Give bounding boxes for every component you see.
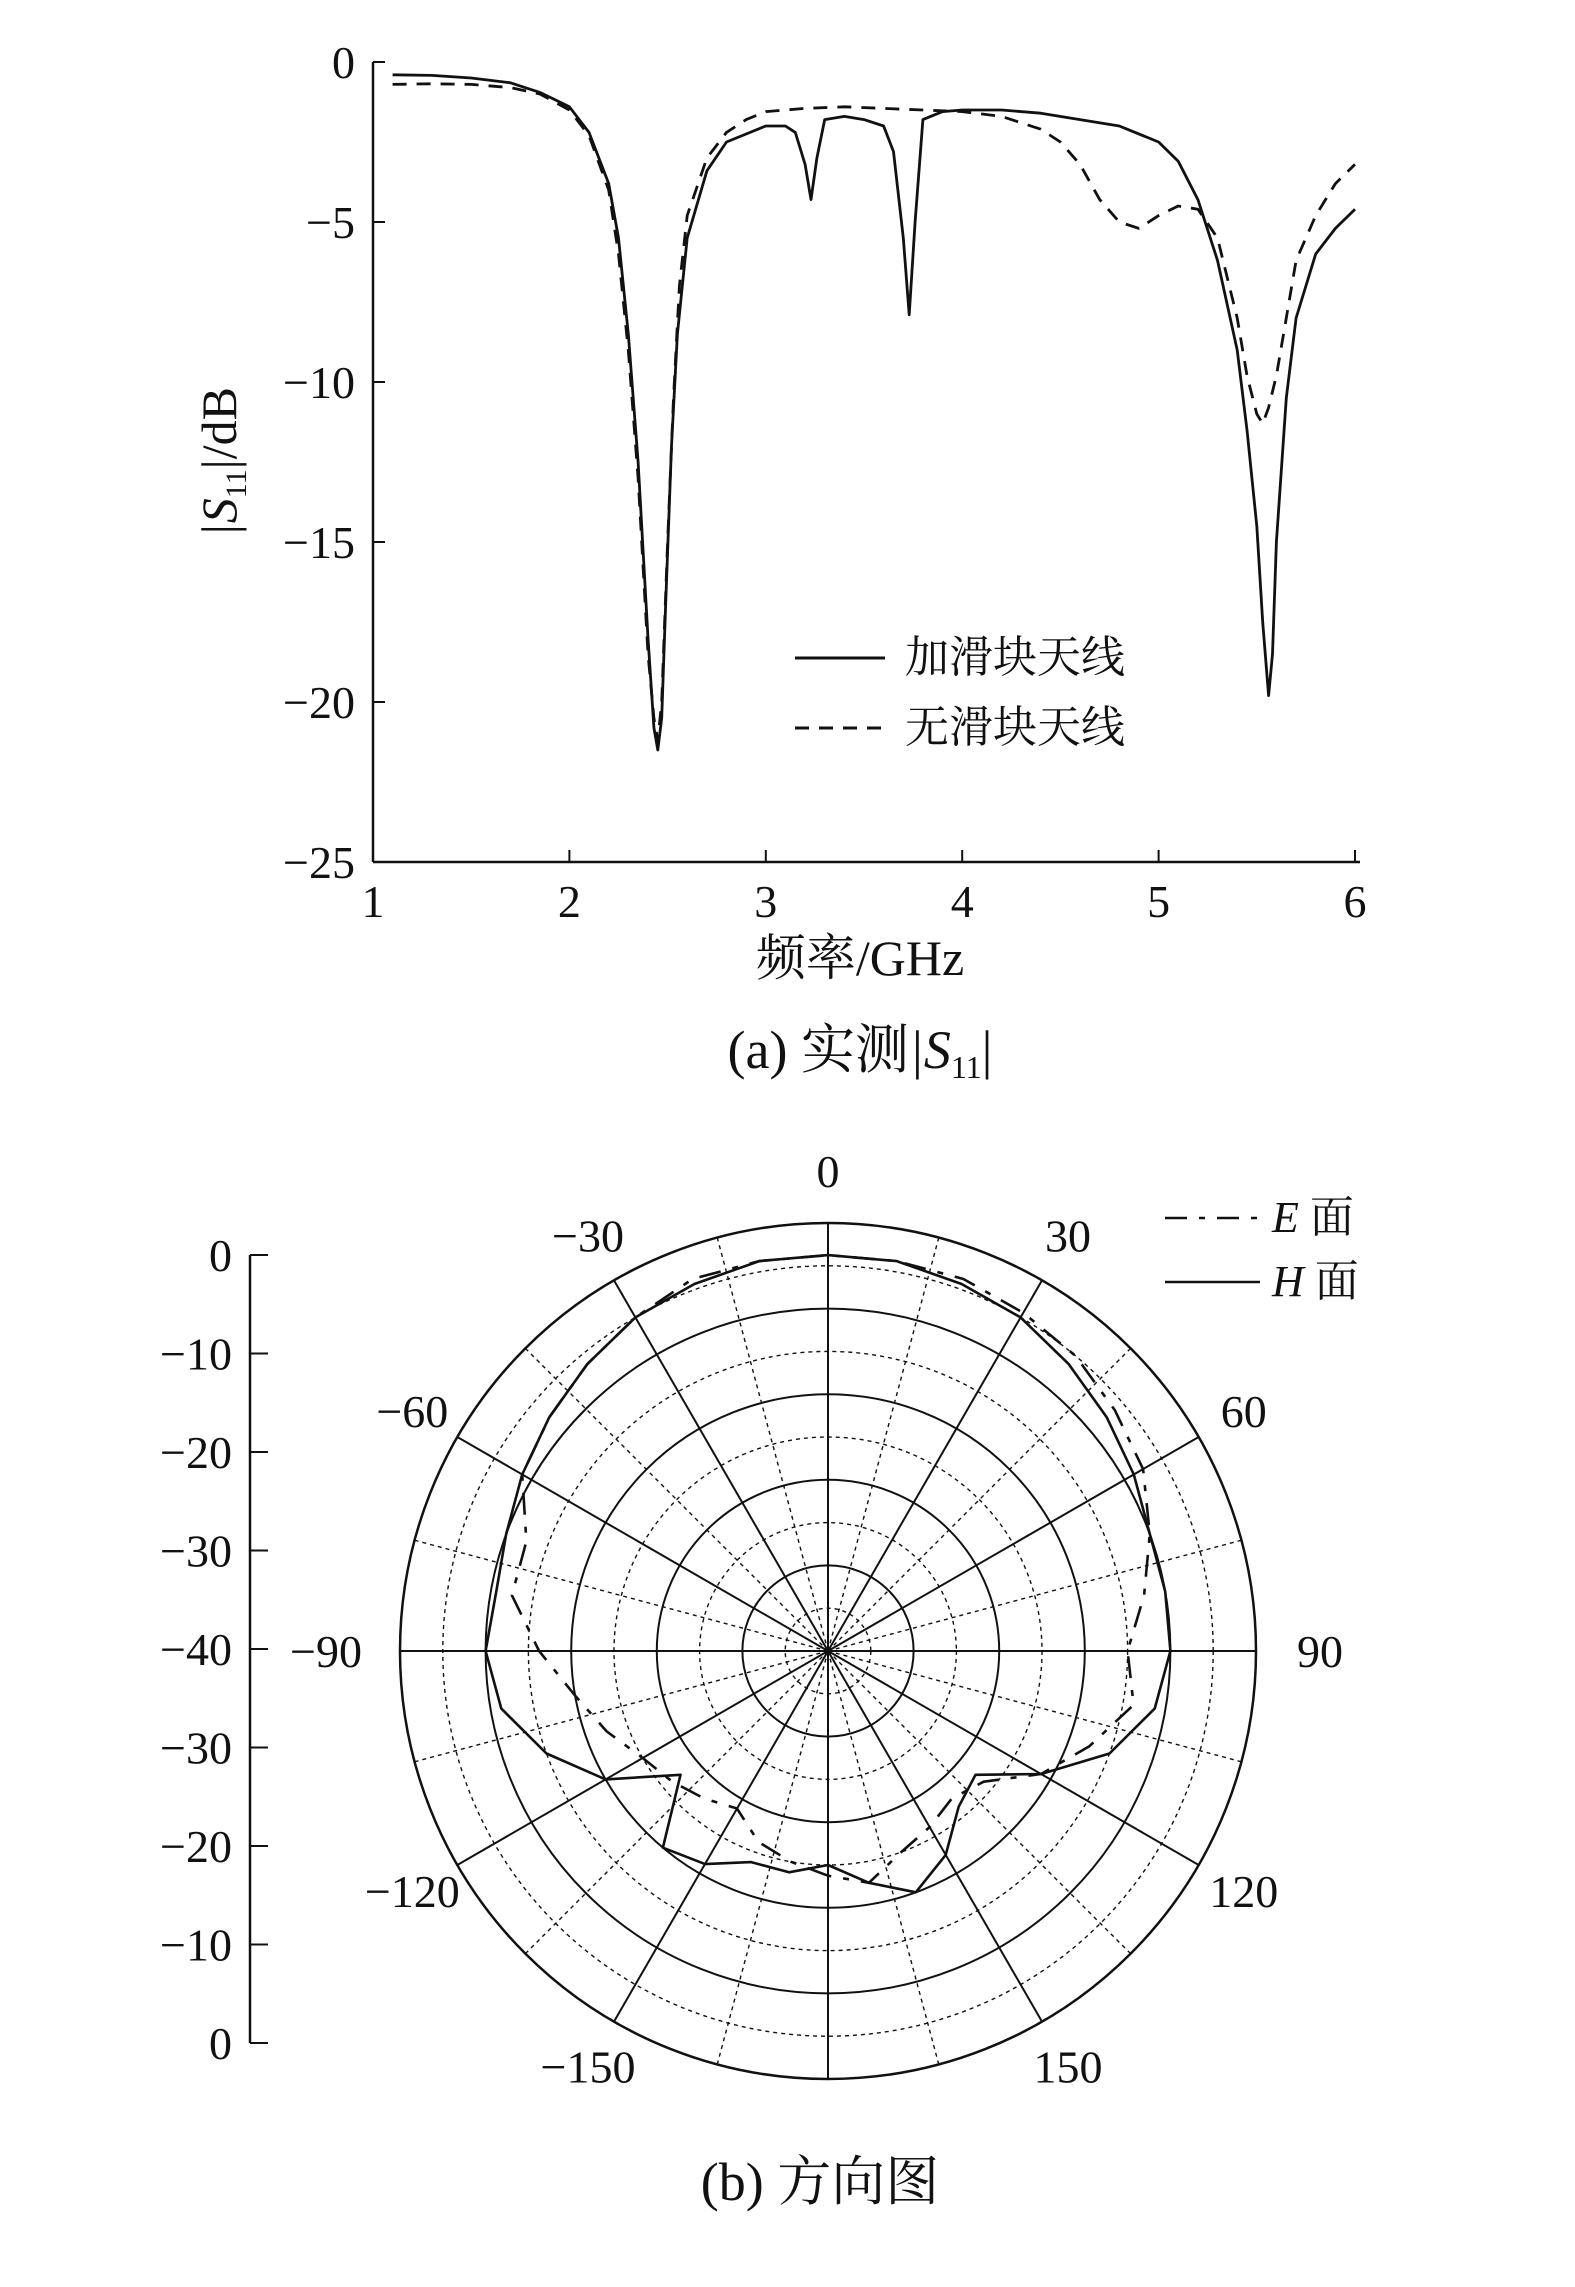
polar-chart <box>160 1146 1359 2212</box>
scale-tick-label: 0 <box>209 2018 232 2069</box>
x-tick-label: 1 <box>361 876 385 927</box>
legend-label-without-slider: 无滑块天线 <box>905 703 1125 752</box>
y-tick-label: −25 <box>283 837 355 888</box>
s11-ylabel: $|S_{11}|/dB$ <box>191 387 253 537</box>
scale-tick-label: −40 <box>160 1624 232 1675</box>
y-tick-label: 0 <box>332 37 355 88</box>
polar-scale-ticks <box>160 1230 268 2069</box>
polar-legend <box>1165 1193 1359 1306</box>
s11-series <box>393 75 1355 750</box>
y-tick-label: −10 <box>283 357 355 408</box>
angle-label: 150 <box>1033 2041 1103 2093</box>
angle-label: −60 <box>376 1386 449 1437</box>
scale-tick-label: 0 <box>209 1230 232 1281</box>
grid-spoke <box>415 1651 828 1762</box>
angle-label: 60 <box>1220 1386 1267 1437</box>
grid-spoke <box>717 1238 828 1651</box>
y-tick-label: −15 <box>283 517 355 568</box>
grid-spoke <box>614 1651 828 2022</box>
s11-legend <box>795 633 1125 752</box>
y-tick-label: −5 <box>306 197 355 248</box>
x-tick-label: 4 <box>950 876 974 927</box>
angle-label: 90 <box>1297 1626 1343 1677</box>
angle-label: −90 <box>290 1626 362 1677</box>
angle-label: 30 <box>1045 1210 1091 1262</box>
legend-e-plane-label: E 面 <box>1272 1193 1354 1242</box>
grid-spoke <box>828 1651 1199 1865</box>
angle-label: −120 <box>364 1866 460 1917</box>
grid-spoke <box>828 1651 1042 2022</box>
x-tick-label: 3 <box>754 876 778 927</box>
angle-label: 120 <box>1209 1866 1279 1917</box>
grid-spoke <box>828 1280 1042 1651</box>
y-tick-label: −20 <box>283 677 355 728</box>
angle-label: −30 <box>552 1210 624 1262</box>
scale-tick-label: −20 <box>160 1427 232 1478</box>
grid-spoke <box>828 1651 939 2064</box>
s11-ticks <box>283 37 1366 927</box>
legend-h-plane-label: H 面 <box>1272 1257 1359 1306</box>
s11-xlabel: 频率/GHz <box>755 930 965 986</box>
scale-tick-label: −30 <box>160 1722 232 1774</box>
polar-caption: (b) 方向图 <box>700 2152 940 2212</box>
x-tick-label: 2 <box>557 876 581 927</box>
scale-tick-label: −30 <box>160 1525 232 1577</box>
series-line-without-slider <box>393 84 1355 741</box>
legend-label-with-slider: 加滑块天线 <box>905 633 1125 682</box>
x-tick-label: 6 <box>1343 876 1367 927</box>
angle-label: 0 <box>816 1146 840 1197</box>
scale-tick-label: −10 <box>160 1919 232 1971</box>
x-tick-label: 5 <box>1147 876 1171 927</box>
series-line-with-slider <box>393 75 1355 750</box>
grid-spoke <box>614 1280 828 1651</box>
grid-spoke <box>457 1437 828 1651</box>
scale-tick-label: −10 <box>160 1328 232 1380</box>
s11-chart <box>191 37 1367 1085</box>
scale-tick-label: −20 <box>160 1821 232 1872</box>
s11-caption: (a) 实测|S11| <box>727 1020 993 1085</box>
polar-grid <box>400 1223 1256 2079</box>
angle-label: −150 <box>540 2041 636 2093</box>
